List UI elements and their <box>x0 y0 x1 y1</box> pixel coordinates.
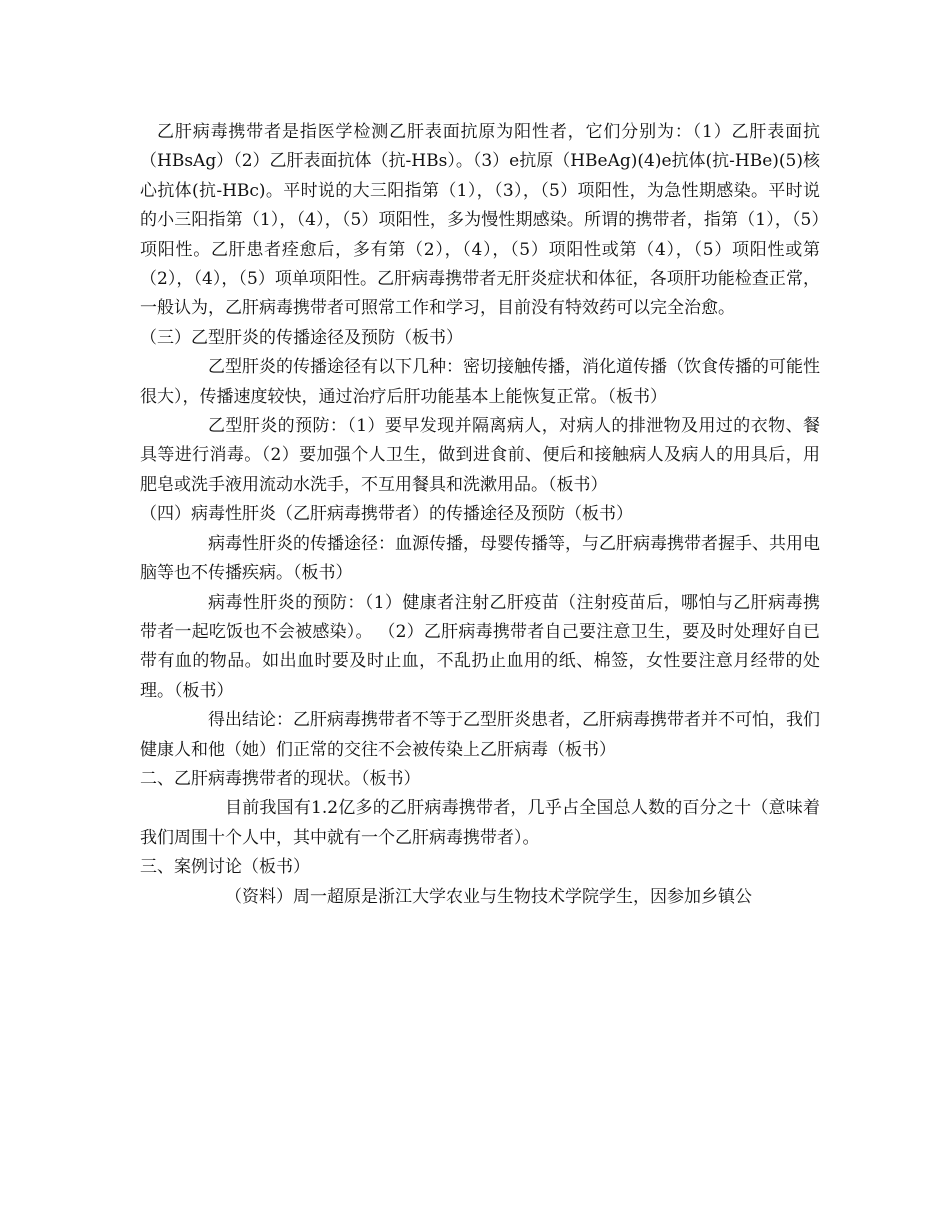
document-page <box>140 118 820 912</box>
paragraph-hbv-carrier-definition: 乙肝病毒携带者是指医学检测乙肝表面抗原为阳性者，它们分别为：（1）乙肝表面抗（HBsAg）（2）乙肝表面抗体（抗-HBs）。（3）e抗原（HBeAg)(4)e抗体(抗-HBe)(5)核心抗体(抗-HBc)。平时说的大三阳指第（1），（3），（5）项阳性，为急性期感染。平时说的小三阳指第（1），（4），（5）项阳性，多为慢性期感染。所谓的携带者，指第（1），（5）项阳性。乙肝患者痊愈后，多有第（2），（4），（5）项阳性或第（4），（5）项阳性或第（2），（4），（5）项单项阳性。乙肝病毒携带者无肝炎症状和体征，各项肝功能检查正常，一般认为，乙肝病毒携带者可照常工作和学习，目前没有特效药可以完全治愈。 <box>140 122 820 319</box>
paragraph-carrier-statistics: 目前我国有1.2亿多的乙肝病毒携带者，几乎占全国总人数的百分之十（意味着我们周围十个人中，其中就有一个乙肝病毒携带者）。 <box>140 798 820 848</box>
heading-viral-hepatitis-carrier: （四）病毒性肝炎（乙肝病毒携带者）的传播途径及预防（板书） <box>140 504 633 525</box>
paragraph-viral-prevention: 病毒性肝炎的预防：（1）健康者注射乙肝疫苗（注射疫苗后，哪怕与乙肝病毒携带者一起吃饭也不会被感染）。 （2）乙肝病毒携带者自己要注意卫生，要及时处理好自已带有血的物品。如出血时要及时止血，不乱扔止血用的纸、棉签，女性要注意月经带的处理。（板书） <box>140 592 820 701</box>
heading-carrier-status: 二、乙肝病毒携带者的现状。（板书） <box>140 768 421 789</box>
paragraph-transmission-routes: 乙型肝炎的传播途径有以下几种：密切接触传播，消化道传播（饮食传播的可能性很大），传播速度较快，通过治疗后肝功能基本上能恢复正常。（板书） <box>140 357 820 407</box>
paragraph-case-material: （资料）周一超原是浙江大学农业与生物技术学院学生，因参加乡镇公 <box>225 886 752 907</box>
heading-transmission-prevention-hepatitis-b: （三）乙型肝炎的传播途径及预防（板书） <box>140 327 463 348</box>
paragraph-prevention: 乙型肝炎的预防：（1）要早发现并隔离病人，对病人的排泄物及用过的衣物、餐具等进行消毒。（2）要加强个人卫生，做到进食前、便后和接触病人及病人的用具后，用肥皂或洗手液用流动水洗手，不互用餐具和洗漱用品。（板书） <box>140 416 820 495</box>
paragraph-viral-transmission: 病毒性肝炎的传播途径：血源传播，母婴传播等，与乙肝病毒携带者握手、共用电脑等也不传播疾病。（板书） <box>140 533 820 584</box>
paragraph-conclusion: 得出结论：乙肝病毒携带者不等于乙型肝炎患者，乙肝病毒携带者并不可怕，我们健康人和他（她）们正常的交往不会被传染上乙肝病毒（板书） <box>140 710 820 760</box>
heading-case-discussion: 三、案例讨论（板书） <box>140 857 310 878</box>
